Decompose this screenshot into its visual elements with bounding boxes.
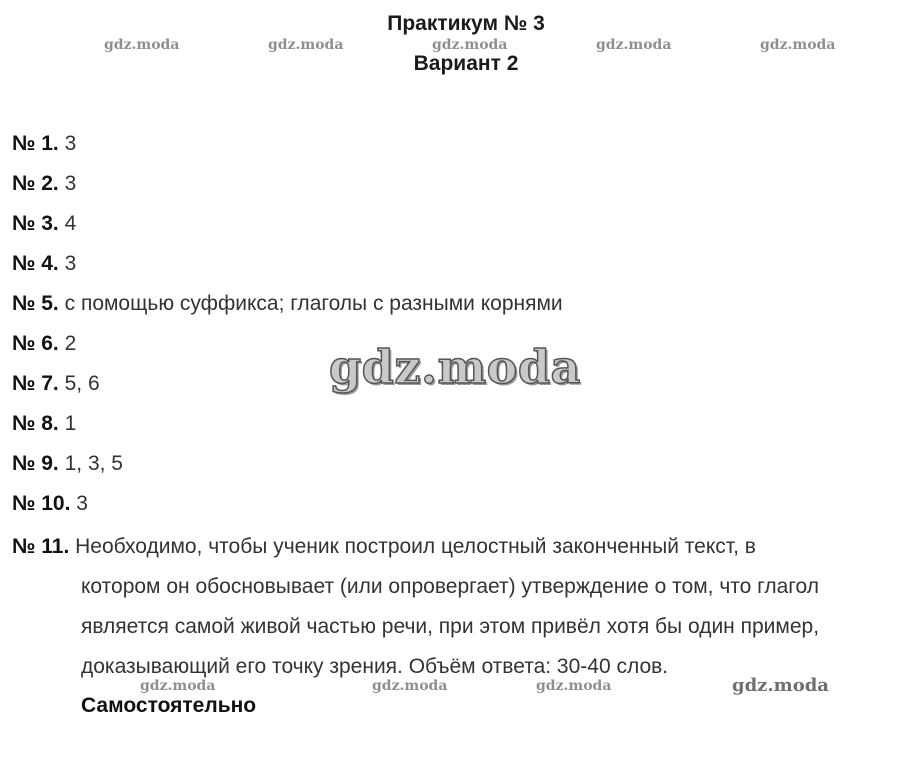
answer-value: 1 <box>64 412 77 435</box>
answer-value: 2 <box>64 332 77 355</box>
answer-number: № 3. <box>12 212 59 235</box>
answer-number: № 1. <box>12 132 59 155</box>
watermark-text: gdz.moda <box>104 37 180 53</box>
answer-value: с помощью суффикса; глаголы с разными корнями <box>64 292 563 315</box>
watermark-text: gdz.moda <box>596 37 672 53</box>
answer-row <box>12 292 563 316</box>
watermark-text: gdz.moda <box>268 37 344 53</box>
answer-value: 1, 3, 5 <box>64 452 123 475</box>
answer-number: № 11. <box>12 535 70 558</box>
answer-number: № 8. <box>12 412 59 435</box>
answer-value-line: Необходимо, чтобы ученик построил целостный законченный текст, в <box>75 535 756 558</box>
answer-row <box>12 412 76 436</box>
answer-row <box>12 172 76 196</box>
answer-value-line: котором он обосновывает (или опровергает) утверждение о том, что глагол <box>81 575 819 598</box>
answer-row <box>12 252 76 276</box>
answer-row <box>12 212 76 236</box>
watermark-text: gdz.moda <box>372 678 448 694</box>
answer-number: № 7. <box>12 372 59 395</box>
watermark-text: gdz.moda <box>432 37 508 53</box>
answer-row <box>12 372 100 396</box>
answer-number: № 9. <box>12 452 59 475</box>
watermark-text: gdz.moda <box>732 675 829 696</box>
answer-value: 3 <box>64 132 77 155</box>
answer-number: № 10. <box>12 492 71 515</box>
answer-value: 4 <box>64 212 77 235</box>
answer-value-line: является самой живой частью речи, при этом привёл хотя бы один пример, <box>81 615 820 638</box>
answer-number: № 4. <box>12 252 59 275</box>
answer-row <box>12 132 76 156</box>
answer-number: № 6. <box>12 332 59 355</box>
answer-value: 3 <box>76 492 88 515</box>
answer-row <box>12 492 88 516</box>
self-study-label: Самостоятельно <box>81 694 257 717</box>
watermark-logo: gdz.moda <box>329 340 581 394</box>
answer-number: № 5. <box>12 292 59 315</box>
page-title: Практикум № 3 <box>387 12 545 35</box>
answer-value: 3 <box>64 252 77 275</box>
answer-value: 3 <box>64 172 77 195</box>
answer-value: 5, 6 <box>64 372 100 395</box>
watermark-text: gdz.moda <box>536 678 612 694</box>
answer-value-line: доказывающий его точку зрения. Объём ответа: 30-40 слов. <box>81 655 669 678</box>
answer-number: № 2. <box>12 172 59 195</box>
page-subtitle: Вариант 2 <box>413 52 519 75</box>
answer-row <box>12 332 76 356</box>
answer-row <box>12 535 756 559</box>
answer-row <box>12 452 123 476</box>
watermark-text: gdz.moda <box>140 678 216 694</box>
watermark-text: gdz.moda <box>760 37 836 53</box>
